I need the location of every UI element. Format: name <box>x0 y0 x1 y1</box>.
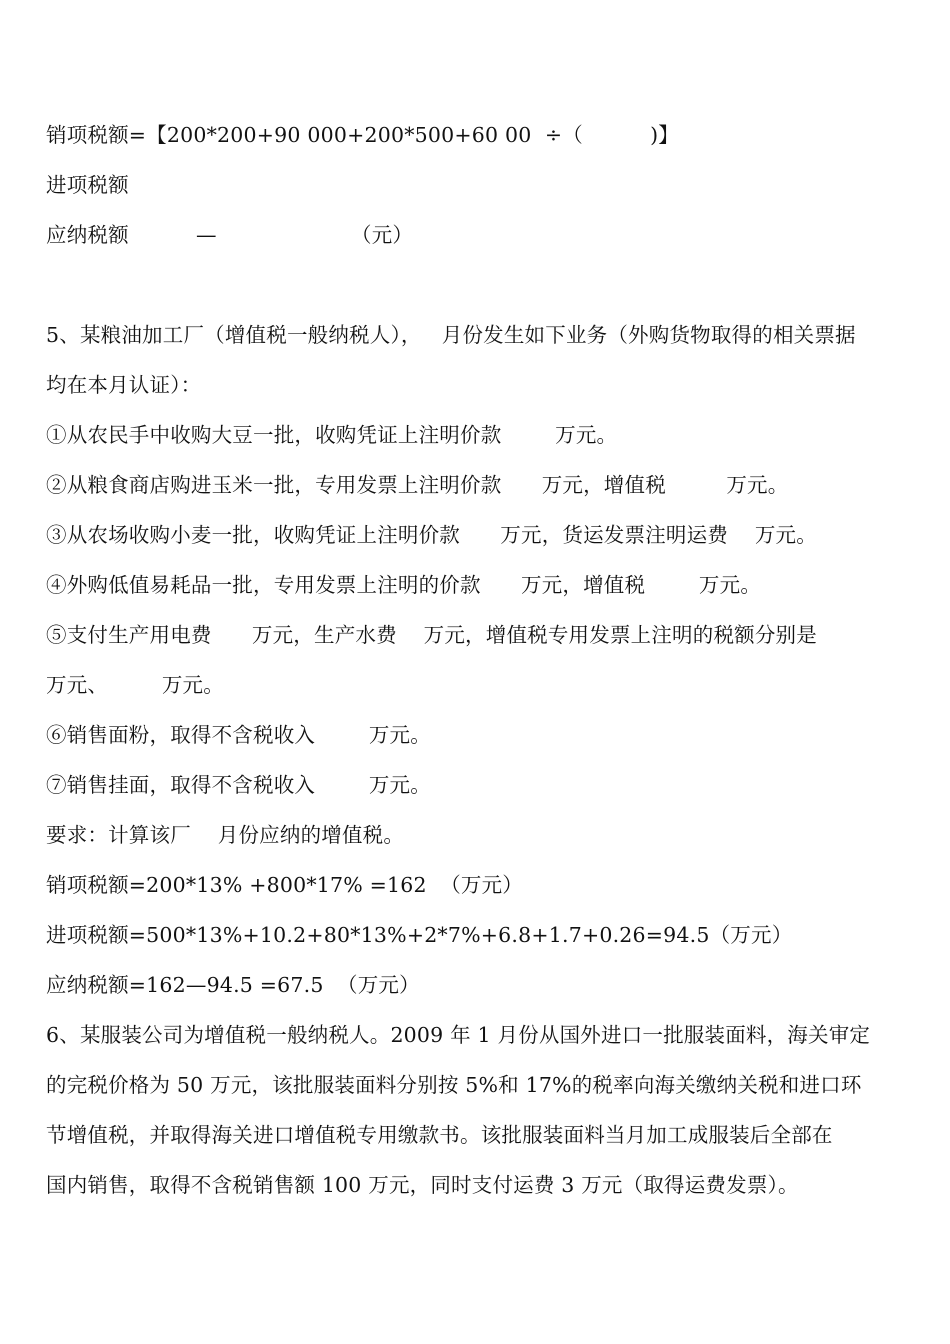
output-tax-formula-line: 销项税额=【200*200+90 000+200*500+60 00 ÷（ )】 <box>46 123 680 147</box>
item-2-corn: ②从粮食商店购进玉米一批，专用发票上注明价款 万元，增值税 万元。 <box>46 473 789 497</box>
item-1-soybean: ①从农民手中收购大豆一批，收购凭证上注明价款 万元。 <box>46 423 618 447</box>
tax-payable-line: 应纳税额 — （元） <box>46 223 414 247</box>
question-6-line-4: 国内销售，取得不含税销售额 100 万元，同时支付运费 3 万元（取得运费发票）。 <box>46 1173 799 1197</box>
item-5-utilities: ⑤支付生产用电费 万元，生产水费 万元，增值税专用发票上注明的税额分别是 <box>46 623 817 647</box>
item-5-utilities-continued: 万元、 万元。 <box>46 673 224 697</box>
question-6-line-2: 的完税价格为 50 万元，该批服装面料分别按 5%和 17%的税率向海关缴纳关税和进口环 <box>46 1073 862 1097</box>
item-3-wheat: ③从农场收购小麦一批，收购凭证上注明价款 万元，货运发票注明运费 万元。 <box>46 523 817 547</box>
question-6-line-3: 节增值税，并取得海关进口增值税专用缴款书。该批服装面料当月加工成服装后全部在 <box>46 1123 833 1147</box>
item-4-consumables: ④外购低值易耗品一批，专用发票上注明的价款 万元，增值税 万元。 <box>46 573 762 597</box>
output-tax-answer: 销项税额=200*13% +800*17% =162 （万元） <box>46 873 524 897</box>
tax-payable-answer: 应纳税额=162—94.5 =67.5 （万元） <box>46 973 420 997</box>
input-tax-answer: 进项税额=500*13%+10.2+80*13%+2*7%+6.8+1.7+0.26=94.5（万元） <box>46 923 793 947</box>
question-5-intro-line: 5、某粮油加工厂（增值税一般纳税人）， 月份发生如下业务（外购货物取得的相关票据 <box>46 323 856 347</box>
requirement-line: 要求：计算该厂 月份应纳的增值税。 <box>46 823 405 847</box>
item-7-noodle-sales: ⑦销售挂面，取得不含税收入 万元。 <box>46 773 431 797</box>
question-5-intro-continued: 均在本月认证）： <box>46 373 202 397</box>
input-tax-line: 进项税额 <box>46 173 129 197</box>
item-6-flour-sales: ⑥销售面粉，取得不含税收入 万元。 <box>46 723 431 747</box>
question-6-line-1: 6、某服装公司为增值税一般纳税人。2009 年 1 月份从国外进口一批服装面料，海关审定 <box>46 1023 871 1047</box>
